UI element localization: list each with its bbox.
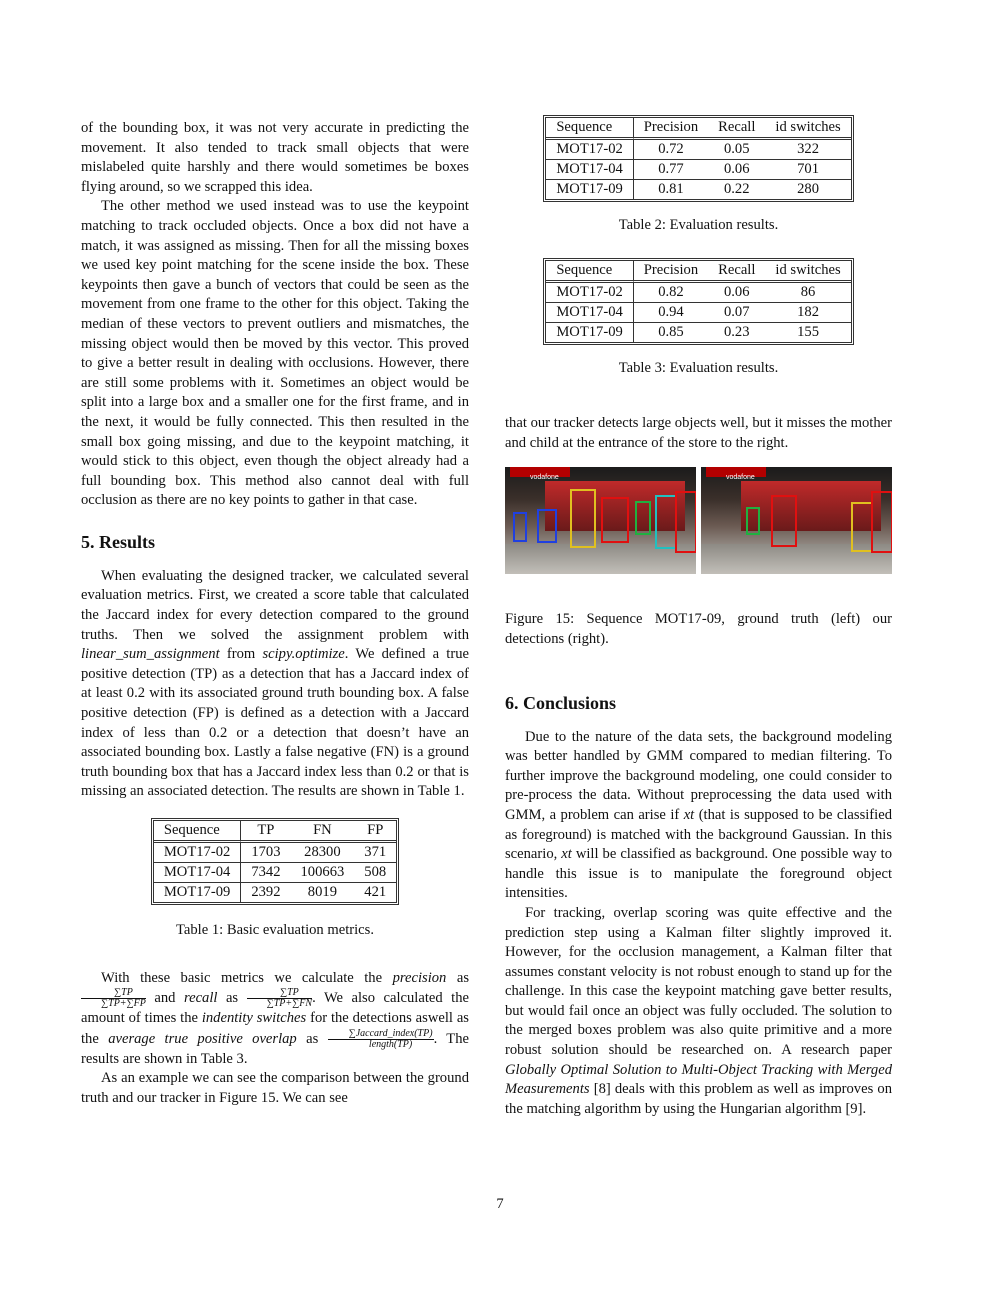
table-cell: MOT17-04	[546, 159, 633, 179]
table-header: Precision	[634, 118, 708, 140]
table-row	[546, 140, 850, 159]
table-cell: 0.23	[708, 322, 765, 342]
table-row	[546, 159, 850, 179]
table-cell: 1703	[251, 844, 281, 860]
table-header: Sequence	[154, 821, 241, 843]
table-cell: 0.85	[634, 322, 708, 342]
table-3	[543, 258, 853, 345]
table-cell: 508	[354, 862, 396, 882]
table-cell: MOT17-02	[154, 843, 241, 862]
table-2	[543, 115, 853, 202]
table-1	[151, 818, 399, 905]
table-row	[546, 302, 850, 322]
table-2-caption: Table 2: Evaluation results.	[618, 217, 779, 233]
table-cell: 182	[765, 302, 850, 322]
table-cell: 0.06	[723, 283, 750, 300]
table-cell: MOT17-02	[546, 283, 633, 302]
bounding-box	[871, 491, 892, 553]
paragraph: As an example we can see the comparison between the ground truth and our tracker in Figure 15. We can see	[81, 1070, 469, 1106]
table-cell: MOT17-04	[546, 302, 633, 322]
table-cell: 0.05	[723, 141, 750, 157]
table-header: Sequence	[546, 118, 633, 140]
left-column	[81, 119, 469, 1109]
recall-formula: $\frac{\sum TP}{\sum TP+\sum FN}$	[247, 988, 312, 1009]
table-cell: 8019	[291, 882, 355, 902]
figure-ground-truth-image	[505, 467, 696, 574]
paragraph: For tracking, overlap scoring was quite effective and the prediction step using a Kalman filter slightly improved it. However, for the occlusion management, a Kalman filter that assumes constant velocity is not robust enough to stand up for the challenge. In this case the keypoint matching gave better results, but would fail once an object was fully occluded. The solution to the merged boxes problem was also quite primitive and a more robust solution should be researched on. A research paper Globally Optimal Solution to Multi-Object Tracking with Merged Measurements [8] deals with this problem as well as improves on the matching algorithm by using the Hungarian algorithm [9].	[505, 904, 892, 1117]
figure-detections-image	[701, 467, 892, 574]
table-header: FP	[354, 821, 396, 843]
table-header: id switches	[765, 118, 850, 140]
table-header: Recall	[708, 261, 765, 283]
table-cell: 28300	[304, 844, 341, 860]
bounding-box	[513, 512, 527, 542]
table-cell: 701	[765, 159, 850, 179]
table-cell: MOT17-04	[154, 862, 241, 882]
table-cell: 0.82	[658, 283, 684, 300]
paragraph: Due to the nature of the data sets, the background modeling was better handled by GMM compared to median filtering. To further improve the background modeling, one could consider to pre-process the data. Without preprocessing the data used with GMM, a problem can arise if xt (that is supposed to be classified as foreground) is matched with the background Gaussian. In this scenario, xt will be classified as background. One possible way to handle this issue is to manipulate the foreground object intensities.	[505, 728, 892, 902]
figure-15-caption: Figure 15: Sequence MOT17-09, ground truth (left) our detections (right).	[505, 611, 892, 647]
table-cell: 0.06	[708, 159, 765, 179]
table-cell: 0.72	[658, 141, 684, 157]
table-cell: 86	[800, 283, 816, 300]
section-heading-results: 5. Results	[81, 531, 156, 552]
table-cell: 7342	[241, 862, 290, 882]
table-cell: 0.07	[708, 302, 765, 322]
bounding-box	[601, 497, 629, 543]
table-header: FN	[291, 821, 355, 843]
bounding-box	[570, 489, 596, 548]
precision-formula: $\frac{\sum TP}{\sum TP+\sum FP}$	[81, 988, 146, 1009]
section-heading-conclusions: 6. Conclusions	[505, 692, 617, 713]
table-header: TP	[241, 821, 290, 843]
table-cell: 280	[765, 179, 850, 199]
table-header: Precision	[634, 261, 708, 283]
bounding-box	[537, 509, 557, 543]
table-cell: 371	[364, 844, 387, 860]
table-header: Recall	[708, 118, 765, 140]
store-logo-text: vodafone	[726, 474, 755, 482]
overlap-formula: $\frac{\text{∑Jaccard\_index(TP)}}{\text{length(TP)}}$	[328, 1029, 434, 1050]
table-header: Sequence	[546, 261, 633, 283]
right-column	[505, 115, 892, 1119]
table-cell: MOT17-09	[546, 322, 633, 342]
table-cell: 0.81	[634, 179, 708, 199]
paragraph: The other method we used instead was to use the keypoint matching to track occluded objects. Once a box did not have a match, it was assigned as missing. Then for all the missing boxes we used key point matching for the scene inside the box. These keypoints then gave a bunch of vectors that could be seen as the movement from one frame to the other for this object. Taking the median of these vectors to prevent outliers and mismatches, the missing object would then be moved by this vector. This proved to give a better result in dealing with occlusions. However, there are still some problems with it. Sometimes an object would be split into a large box and a smaller one for the first frame, and in the next, it would be fully connected. This then resulted in the small box going missing, and due to the keypoint matching, it would stick to this object, even though the object already had a full bounding box. This method also cannot deal with full occlusion as there are no key points to gather in that case.	[81, 198, 469, 509]
bounding-box	[851, 502, 873, 552]
table-cell: MOT17-02	[546, 140, 633, 159]
table-row	[546, 179, 850, 199]
paragraph: of the bounding box, it was not very accurate in predicting the movement. It also tended to track small objects that were mislabeled quite harshly and there would sometimes be boxes flying around, so we scrapped this idea.	[81, 120, 469, 195]
table-cell: 0.22	[708, 179, 765, 199]
table-header: id switches	[765, 261, 850, 283]
paragraph: With these basic metrics we calculate the precision as $\frac{\sum TP}{\sum TP+\sum FP}$ and recall as $\frac{\sum TP}{\sum TP+\sum FN}$ . We also calculated the amount of times the indentity switches for the detections aswell as the average true positive overlap as $\frac{\text{∑Jaccard\_index(TP)}}{\text{length(TP)}}$ . The results are shown in Table 3.	[81, 969, 469, 1067]
table-cell: 2392	[241, 882, 290, 902]
table-3-caption: Table 3: Evaluation results.	[618, 359, 779, 376]
paragraph: that our tracker detects large objects well, but it misses the mother and child at the entrance of the store to the right.	[505, 415, 892, 451]
bounding-box	[746, 507, 760, 535]
bounding-box	[655, 495, 677, 549]
table-cell: 0.94	[634, 302, 708, 322]
table-row	[154, 862, 396, 882]
bounding-box	[635, 501, 651, 535]
table-cell: 421	[354, 882, 396, 902]
table-cell: MOT17-09	[546, 179, 633, 199]
page-number: 7	[496, 1196, 504, 1212]
table-cell: MOT17-09	[154, 882, 241, 902]
table-cell: 322	[797, 141, 819, 157]
figure-15	[505, 467, 892, 574]
table-row	[154, 882, 396, 902]
table-row	[154, 843, 396, 862]
table-1-container	[81, 818, 469, 905]
table-row	[546, 322, 850, 342]
paragraph: When evaluating the designed tracker, we calculated several evaluation metrics. First, we created a score table that calculated the Jaccard index for every detection compared to the ground truths. Then we solved the assignment problem with linear_sum_assignment from scipy.optimize. We defined a true positive detection (TP) as a detection that has a Jaccard index of at least 0.2 with its associated ground truth bounding box. A false positive detection (FP) is defined as a detection with a Jaccard index of less than 0.2 or a detection that doesn’t have an associated bounding box. Lastly a false negative (FN) is a ground truth bounding box that has a Jaccard index less than 0.2 or that is missing an associated detection. The results are shown in Table 1.	[81, 567, 469, 800]
table-cell: 100663	[291, 862, 355, 882]
table-1-caption: Table 1: Basic evaluation metrics.	[176, 922, 374, 938]
table-cell: 0.77	[634, 159, 708, 179]
store-logo-text: vodafone	[530, 474, 559, 482]
bounding-box	[675, 491, 696, 553]
bounding-box	[771, 495, 797, 547]
table-cell: 155	[765, 322, 850, 342]
table-row	[546, 283, 850, 302]
